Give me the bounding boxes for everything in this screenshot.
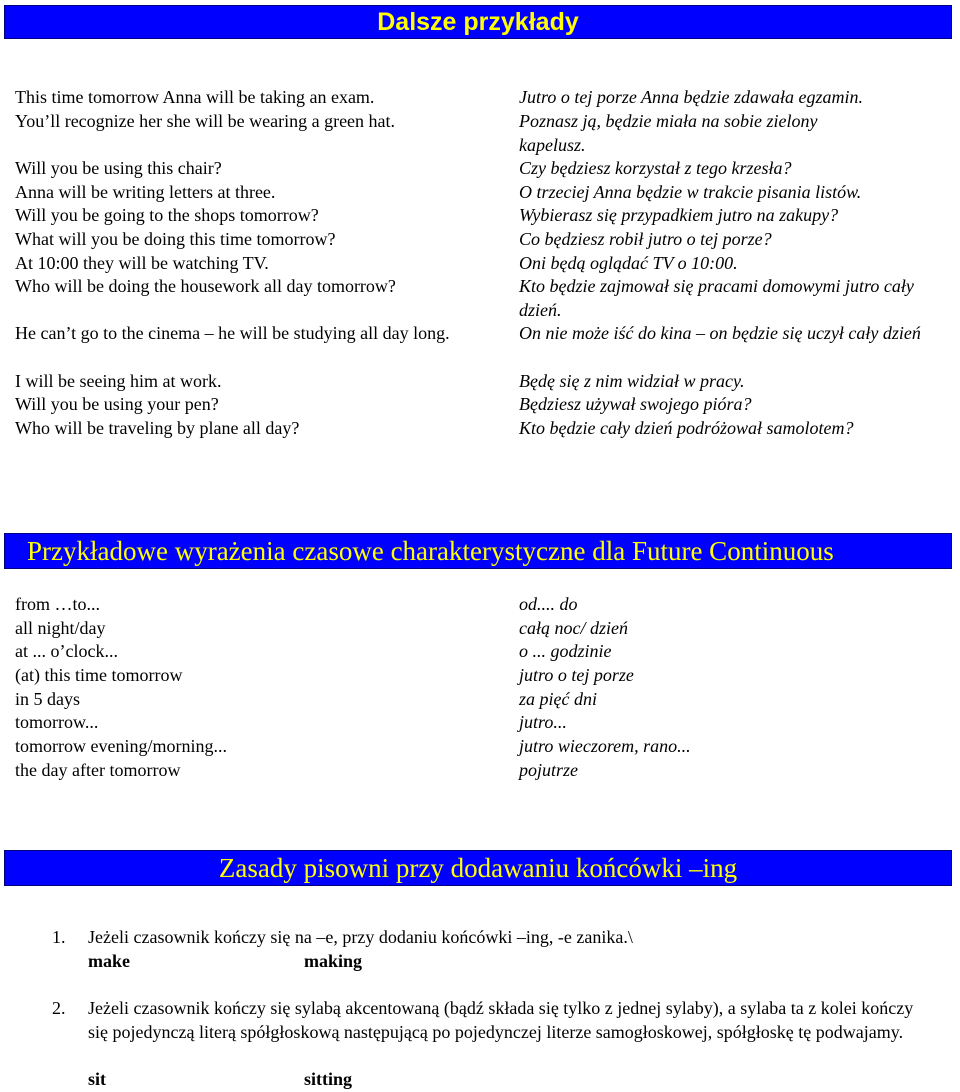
example-polish: Oni będą oglądać TV o 10:00.	[519, 253, 738, 273]
expression-polish: o ... godzinie	[519, 641, 612, 661]
example-english: I will be seeing him at work.	[15, 371, 222, 391]
expression-english: (at) this time tomorrow	[15, 665, 183, 685]
example-polish: Czy będziesz korzystał z tego krzesła?	[519, 158, 792, 178]
example-english: Will you be using this chair?	[15, 158, 222, 178]
expression-english: tomorrow evening/morning...	[15, 736, 227, 756]
example-polish: Co będziesz robił jutro o tej porze?	[519, 229, 772, 249]
rule-number: 2.	[52, 998, 66, 1018]
example-polish: Będziesz używał swojego pióra?	[519, 394, 752, 414]
rule-number: 1.	[52, 927, 66, 947]
example-polish: Poznasz ją, będzie miała na sobie zielony kapelusz.	[519, 111, 818, 155]
expression-english: tomorrow...	[15, 712, 99, 732]
example-polish: Kto będzie zajmował się pracami domowymi jutro cały dzień.	[519, 276, 914, 320]
example-english: At 10:00 they will be watching TV.	[15, 253, 269, 273]
example-ing-form: making	[304, 951, 363, 971]
example-base-verb: make	[88, 951, 130, 971]
example-english: This time tomorrow Anna will be taking an exam.	[15, 87, 375, 107]
example-base-verb: sit	[88, 1069, 106, 1089]
example-polish: Wybierasz się przypadkiem jutro na zakupy?	[519, 205, 839, 225]
expression-english: the day after tomorrow	[15, 760, 181, 780]
example-english: What will you be doing this time tomorrow?	[15, 229, 336, 249]
rule-text: Jeżeli czasownik kończy się na –e, przy dodaniu końcówki –ing, -e zanika.\	[88, 927, 633, 947]
example-english: Who will be doing the housework all day tomorrow?	[15, 276, 396, 296]
expression-polish: całą noc/ dzień	[519, 618, 628, 638]
example-polish: Kto będzie cały dzień podróżował samolotem?	[519, 418, 854, 438]
example-english: You’ll recognize her she will be wearing a green hat.	[15, 111, 396, 131]
expression-polish: pojutrze	[519, 760, 579, 780]
example-polish: Będę się z nim widział w pracy.	[519, 371, 745, 391]
expression-polish: jutro wieczorem, rano...	[519, 736, 691, 756]
example-polish: On nie może iść do kina – on będzie się uczył cały dzień	[519, 323, 921, 343]
expression-polish: jutro o tej porze	[519, 665, 634, 685]
section-title-ing-spelling: Zasady pisowni przy dodawaniu końcówki –ing	[4, 850, 952, 886]
rule-text: Jeżeli czasownik kończy się sylabą akcentowaną (bądź składa się tylko z jednej sylaby), a sylaba ta z kolei kończy się pojedynczą literą spółgłoskową następującą po pojedynczej literze samogłoskowej, spółgłoskę tę podwajamy.	[88, 998, 914, 1042]
example-english: Will you be using your pen?	[15, 394, 219, 414]
expression-english: at ... o’clock...	[15, 641, 118, 661]
expression-english: in 5 days	[15, 689, 80, 709]
expression-polish: jutro...	[519, 712, 567, 732]
section-title-time-expressions: Przykładowe wyrażenia czasowe charakterystyczne dla Future Continuous	[4, 533, 952, 569]
section-title-examples: Dalsze przykłady	[4, 5, 952, 39]
expression-polish: od.... do	[519, 594, 578, 614]
example-ing-form: sitting	[304, 1069, 353, 1089]
example-polish: Jutro o tej porze Anna będzie zdawała egzamin.	[519, 87, 863, 107]
example-english: Who will be traveling by plane all day?	[15, 418, 300, 438]
example-english: Will you be going to the shops tomorrow?	[15, 205, 319, 225]
example-english: Anna will be writing letters at three.	[15, 182, 276, 202]
example-english: He can’t go to the cinema – he will be studying all day long.	[15, 323, 450, 343]
expression-english: from …to...	[15, 594, 100, 614]
expression-english: all night/day	[15, 618, 106, 638]
expression-polish: za pięć dni	[519, 689, 597, 709]
example-polish: O trzeciej Anna będzie w trakcie pisania listów.	[519, 182, 862, 202]
